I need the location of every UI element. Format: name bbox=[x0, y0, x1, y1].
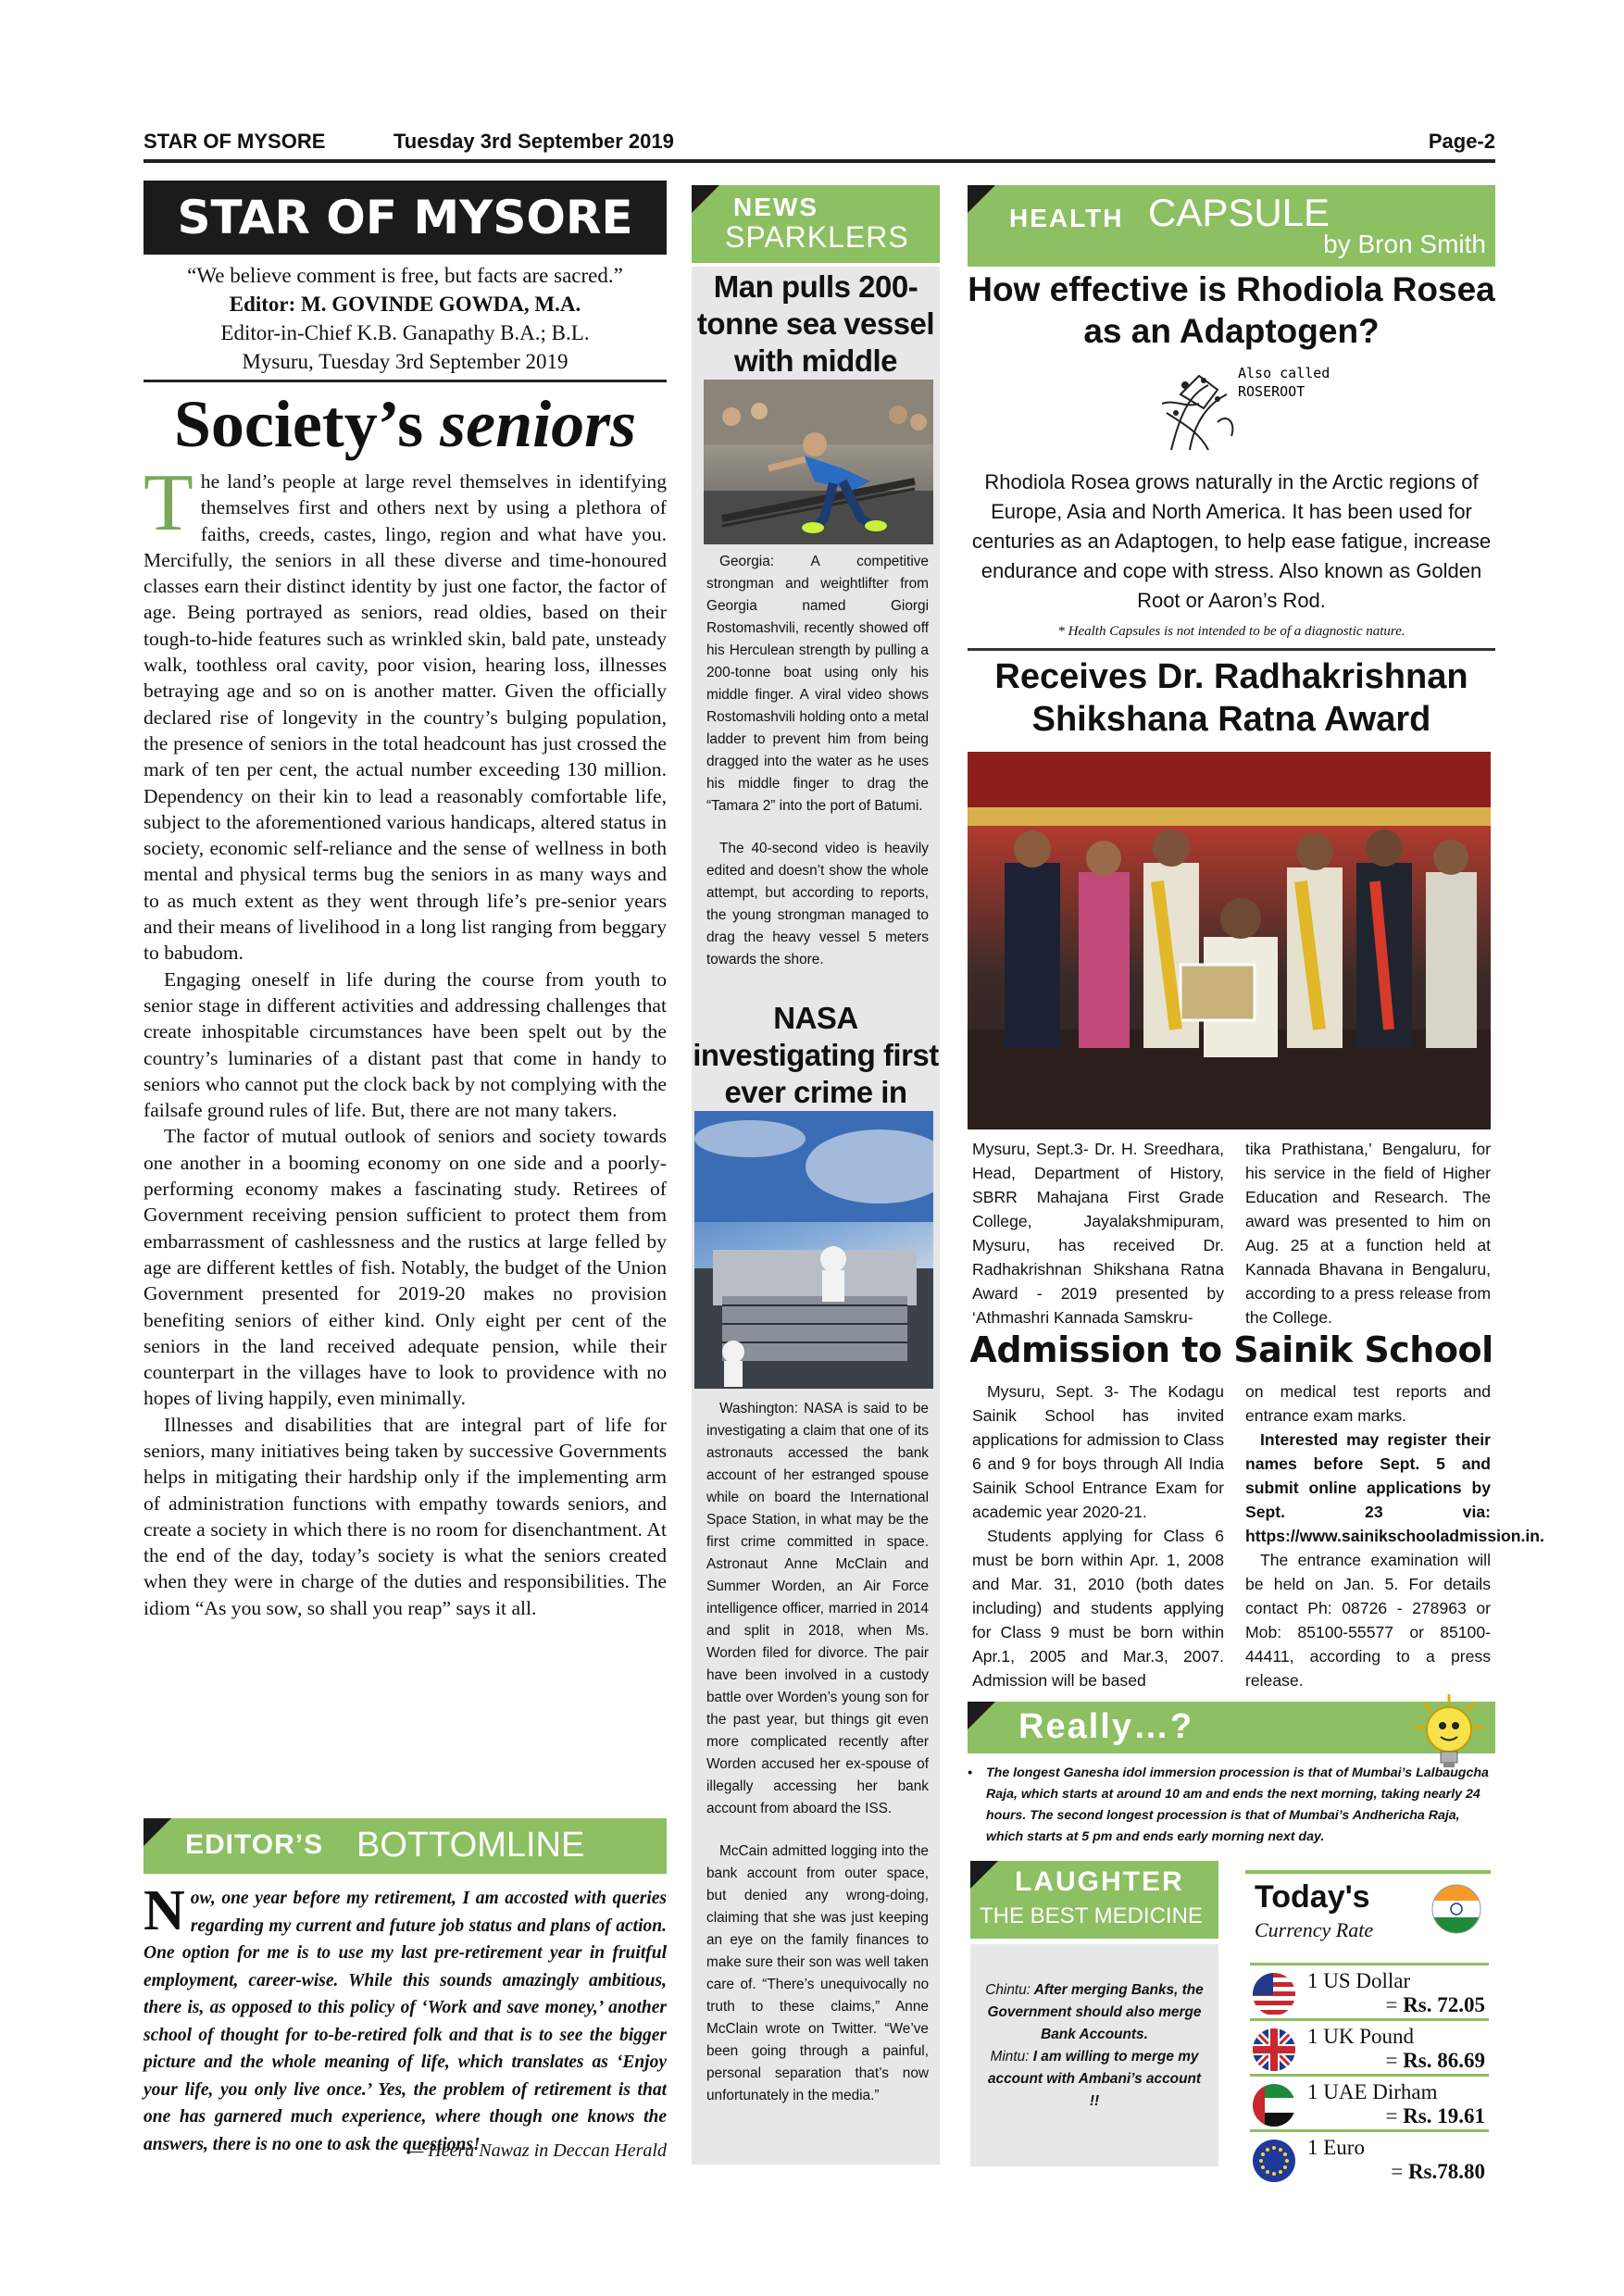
currency-name: 1 Euro bbox=[1307, 2136, 1365, 2159]
bottomline-credit: — Heera Nawaz in Deccan Herald bbox=[406, 2140, 667, 2161]
banner-label-bold: EDITOR’S bbox=[185, 1829, 324, 1860]
editorial-headline-plain: Society’s bbox=[173, 387, 424, 461]
sainik-paragraph: Mysuru, Sept. 3- The Kodagu Sainik School has invited applications for admission to Class 6 and 9 for boys through All India Sainik School Entrance Exam for academic year 2020-21. bbox=[972, 1382, 1224, 1521]
bullet-marker: • bbox=[968, 1766, 972, 1780]
currency-row-usd bbox=[1250, 1963, 1489, 2018]
health-disclaimer: * Health Capsules is not intended to be of a diagnostic nature. bbox=[1057, 624, 1405, 639]
joke-line-2: I am willing to merge my account with Ambani’s account !! bbox=[987, 2049, 1202, 2109]
banner-label-bold: Really…? bbox=[1018, 1707, 1194, 1746]
sainik-text-col1 bbox=[972, 1379, 1224, 1692]
news-sparklers-banner bbox=[692, 185, 940, 263]
health-headline: How effective is Rhodiola Rosea as an Adaptogen? bbox=[968, 270, 1495, 350]
story-paragraph: Georgia: A competitive strongman and weightlifter from Georgia named Giorgi Rostomashvili, recently showed off his Herculean strength by pulling a 200-tonne boat using only his middle finger. A viral video shows Rostomashvili holding onto a metal ladder to prevent him from being dragged into the water as he uses his middle finger to drag the “Tamara 2” into the port of Batumi. bbox=[706, 554, 929, 814]
editorial-paragraph: Illnesses and disabilities that are integral part of life for seniors, many initiatives being taken by successive Governments helps in mitigating their hardship only if the implementing arm of administration functions with empathy towards seniors, and create a society in which there is no room for disenchantment. At the end of the day, today’s society is what the seniors created when they were in charge of the duties and responsibilities. The idiom “As you sow, so shall you reap” says it all. bbox=[144, 1413, 667, 1619]
bottomline-text: ow, one year before my retirement, I am accosted with queries regarding my current and future job status and plans of action. One option for me is to use my last pre-retirement year in fruitful employment, career-wise. While this sounds amazingly ambitious, there is, as opposed to this policy of ‘Work and save money,’ another school of thought for to-be-retired folk and that is to see the bigger picture and the whole meaning of life, which translates as ‘Enjoy your life, you only live once.’ Yes, the problem of retirement is that one has garnered much experience, where though one knows the answers, there is no one to ask the questions! bbox=[144, 1889, 667, 2154]
editorial-paragraph: The land’s people at large revel themselves in identifying themselves first and others next by using a plethora of faiths, creeds, castes, lingo, region and what have you. Mercifully, the seniors in all these diverse and time-honoured classes earn their distinct identity by just one factor, the factor of age. Being portrayed as seniors, read oldies, based on their tough-to-hide features such as wrinkled skin, bald pate, unsteady walk, toothless oral cavity, poor vision, hearing loss, illnesses betraying age and so on is another matter. Given the officially declared rise of longevity in the country’s bulging population, the presence of seniors in the total headcount has just crossed the mark of ten per cent, the actual number exceeding 130 million. Dependency on their kin to lead a reasonably comfortable life, subject to the aforementioned various handicaps, altered status in society, economic self-reliance and the sense of wellness in both mental and physical terms bug the seniors in as many ways and to as much extent as they went through life’s pre-senior years and their means of livelihood in a long list ranging from beggary to babudom. bbox=[144, 458, 667, 965]
health-capsule-banner bbox=[968, 185, 1495, 267]
story-paragraph: McCain admitted logging into the bank account from outer space, but denied any wrong-doing, claiming that she was just keeping an eye on the family finances to make sure their son was well taken care of. “There’s unequivocally no truth to these claims,” Anne McClain wrote on Twitter. “We’ve been going through a painful, personal separation that’s now unfortunately in the media.” bbox=[706, 1843, 929, 2103]
joke-speaker-1: Chintu: bbox=[985, 1982, 1031, 1998]
currency-name: 1 US Dollar bbox=[1307, 1969, 1411, 1992]
editors-bottomline-banner bbox=[144, 1818, 667, 1874]
banner-corner-triangle bbox=[968, 185, 995, 213]
health-byline: by Bron Smith bbox=[1323, 230, 1486, 258]
laughter-joke bbox=[981, 1979, 1207, 2113]
currency-row-eur bbox=[1250, 2129, 1489, 2185]
iss-spacewalk-photo bbox=[694, 1111, 933, 1389]
masthead-editor-in-chief: Editor-in-Chief K.B. Ganapathy B.A.; B.L. bbox=[220, 321, 590, 344]
roseroot-sketch bbox=[1153, 357, 1338, 457]
banner-label-light: CAPSULE bbox=[1148, 191, 1330, 234]
running-header-date: Tuesday 3rd September 2019 bbox=[394, 130, 674, 153]
editorial-paragraph: The factor of mutual outlook of seniors and society towards one another in a booming economy on one side and a poorly-performing economy makes a fascinating study. Retirees of Government receiving pension sufficient to protect them from embarrassment of cashlessness and the rustics at large felled by age are different kettles of fish. Notably, the budget of the Union Government presented for 2019-20 makes no provision benefiting seniors of either kind. Only eight per cent of the seniors in the land received adequate pension, while their counterpart in the villages have to look to providence with no hopes of living happily, even minimally. bbox=[144, 1125, 667, 1410]
masthead-editor: Editor: M. GOVINDE GOWDA, M.A. bbox=[229, 293, 581, 316]
currency-row-gbp bbox=[1250, 2018, 1489, 2074]
laughter-banner bbox=[970, 1861, 1218, 1939]
editorial-paragraph: Engaging oneself in life during the course from youth to senior stage in different activities and addressing challenges that create inhospitable circumstances have been spelt out by the country’s luminaries of a distant past that come in handy to seniors who cannot put the clock back by not complying with the failsafe ground rules of life. But, there are not many takers. bbox=[144, 967, 667, 1122]
banner-corner-triangle bbox=[968, 1702, 995, 1729]
banner-label-light: BOTTOMLINE bbox=[356, 1826, 585, 1865]
masthead-dateline: Mysuru, Tuesday 3rd September 2019 bbox=[242, 350, 568, 373]
currency-top-rule bbox=[1245, 1870, 1491, 1874]
roseroot-sketch-illustration bbox=[1153, 357, 1338, 457]
sainik-paragraph-highlight: Interested may register their names before Sept. 5 and submit online applications by Sept. 23 via: https://www.sainikschooladmission.in. bbox=[1245, 1430, 1544, 1545]
banner-corner-triangle bbox=[692, 185, 719, 213]
currency-title: Today's bbox=[1255, 1879, 1370, 1915]
currency-rate: = Rs.78.80 bbox=[1391, 2160, 1485, 2183]
editorial-dropcap: T bbox=[144, 458, 194, 548]
bottomline-body bbox=[144, 1879, 667, 2158]
currency-name: 1 UAE Dirham bbox=[1307, 2080, 1438, 2103]
currency-subtitle: Currency Rate bbox=[1255, 1918, 1374, 1941]
page-number: Page-2 bbox=[1428, 130, 1495, 153]
masthead-motto: “We believe comment is free, but facts are sacred.” bbox=[187, 264, 623, 287]
joke-speaker-2: Mintu: bbox=[990, 2049, 1030, 2065]
currency-rate: = Rs. 19.61 bbox=[1385, 2104, 1485, 2128]
health-body: Rhodiola Rosea grows naturally in the Arctic regions of Europe, Asia and North America. It has been used for centuries as an Adaptogen, to help ease fatigue, increase endurance and cope with stress. Also known as Golden Root or Aaron’s Rod. bbox=[971, 470, 1492, 612]
banner-corner-triangle bbox=[144, 1818, 171, 1846]
strongman-photo-illustration bbox=[704, 380, 933, 544]
sainik-paragraph: The entrance examination will be held on Jan. 5. For details contact Ph: 08726 - 278963 or Mob: 85100-55577 or 85100-44411, according to a press release. bbox=[1245, 1551, 1491, 1690]
editorial-body bbox=[144, 458, 667, 1621]
uae-flag-icon bbox=[1253, 2084, 1295, 2127]
running-header-publication: STAR OF MYSORE bbox=[144, 130, 326, 153]
story-body-nasa bbox=[706, 1398, 929, 2128]
india-flag-icon bbox=[1430, 1883, 1482, 1935]
banner-label-light: THE BEST MEDICINE bbox=[980, 1903, 1203, 1928]
currency-row-aed bbox=[1250, 2074, 1489, 2129]
award-headline: Receives Dr. Radhakrishnan Shikshana Ratna Award bbox=[994, 657, 1468, 739]
currency-name: 1 UK Pound bbox=[1307, 2025, 1415, 2048]
banner-label-light: SPARKLERS bbox=[725, 220, 909, 254]
really-fact-text: The longest Ganesha idol immersion procession is that of Mumbai’s Lalbaugcha Raja, which starts at around 10 am and ends the next morning, taking nearly 24 hours. The second longest procession is that of Mumbai’s Andhericha Raja, which starts at 5 pm and ends early morning next day. bbox=[986, 1766, 1489, 1844]
award-ceremony-photo bbox=[968, 752, 1491, 1129]
sainik-paragraph: on medical test reports and entrance exam marks. bbox=[1245, 1382, 1491, 1425]
masthead-info bbox=[144, 261, 667, 376]
currency-rate-box bbox=[1245, 1870, 1491, 2183]
section-rule bbox=[968, 648, 1495, 651]
us-flag-icon bbox=[1253, 1973, 1295, 2015]
strongman-photo bbox=[704, 380, 933, 544]
sainik-paragraph: Students applying for Class 6 must be born within Apr. 1, 2008 and Mar. 31, 2010 (both dates including) and students applying for Class 9 must be born within Apr.1, 2005 and Mar.3, 2007. Admission will be based bbox=[972, 1527, 1224, 1690]
currency-rate: = Rs. 72.05 bbox=[1385, 1993, 1485, 2016]
banner-label-bold: NEWS bbox=[733, 193, 818, 221]
sketch-caption-also-called: Also called bbox=[1238, 365, 1330, 381]
eu-flag-icon bbox=[1253, 2140, 1295, 2182]
editorial-headline bbox=[144, 381, 667, 467]
story-paragraph: Washington: NASA is said to be investigating a claim that one of its astronauts accessed the bank account of her estranged spouse while on board the International Space Station, in what may be the first crime committed in space. Astronaut Anne McClain and Summer Worden, an Air Force intelligence officer, married in 2014 and split in 2018, when Ms. Worden filed for divorce. The pair have been involved in a custody battle over Worden’s young son for the past year, but things git even more complicated recently after Worden accused her ex-spouse of illegally accessing her bank account from aboard the ISS. bbox=[706, 1401, 929, 1816]
masthead-logo: STAR OF MYSORE bbox=[144, 181, 667, 255]
currency-rate: = Rs. 86.69 bbox=[1385, 2049, 1485, 2072]
bottomline-dropcap: N bbox=[144, 1879, 185, 1942]
story-body-strongman bbox=[706, 551, 929, 992]
sainik-text-col2 bbox=[1245, 1379, 1544, 1692]
award-text-col1: Mysuru, Sept.3- Dr. H. Sreedhara, Head, Department of History, SBRR Mahajana First Grade College, Jayalakshmipuram, Mysuru, has received Dr. Radhakrishnan Shikshana Ratna Award - 2019 presented by ‘Athmashri Kannada Samskru- bbox=[972, 1140, 1224, 1327]
award-text-col2: tika Prathistana,’ Bengaluru, for his service in the field of Higher Education and Research. The award was presented to him on Aug. 25 at a function held at Kannada Bhavana in Bengaluru, according to a press release from the College. bbox=[1245, 1140, 1491, 1327]
really-fact bbox=[968, 1763, 1495, 1848]
story-headline-strongman: Man pulls 200-tonne sea vessel with middle bbox=[696, 269, 935, 378]
running-header bbox=[144, 130, 1495, 163]
sainik-headline: Admission to Sainik School bbox=[969, 1329, 1493, 1370]
sketch-caption-roseroot: ROSEROOT bbox=[1238, 383, 1305, 400]
header-rule bbox=[144, 159, 1495, 163]
story-paragraph: The 40-second video is heavily edited and doesn’t show the whole attempt, but according to reports, the young strongman managed to drag the heavy vessel 5 meters towards the shore. bbox=[706, 841, 929, 967]
banner-corner-triangle bbox=[970, 1861, 998, 1889]
editorial-headline-italic: seniors bbox=[440, 387, 637, 461]
uk-flag-icon bbox=[1253, 2028, 1295, 2071]
joke-line-1: After merging Banks, the Government should also merge Bank Accounts. bbox=[987, 1982, 1204, 2042]
banner-label-bold: LAUGHTER bbox=[1015, 1866, 1184, 1897]
iss-photo-illustration bbox=[694, 1111, 933, 1389]
award-photo-illustration bbox=[968, 752, 1491, 1129]
story-headline-nasa: NASA investigating first ever crime in bbox=[693, 1001, 939, 1109]
banner-label-bold: HEALTH bbox=[1009, 204, 1124, 232]
